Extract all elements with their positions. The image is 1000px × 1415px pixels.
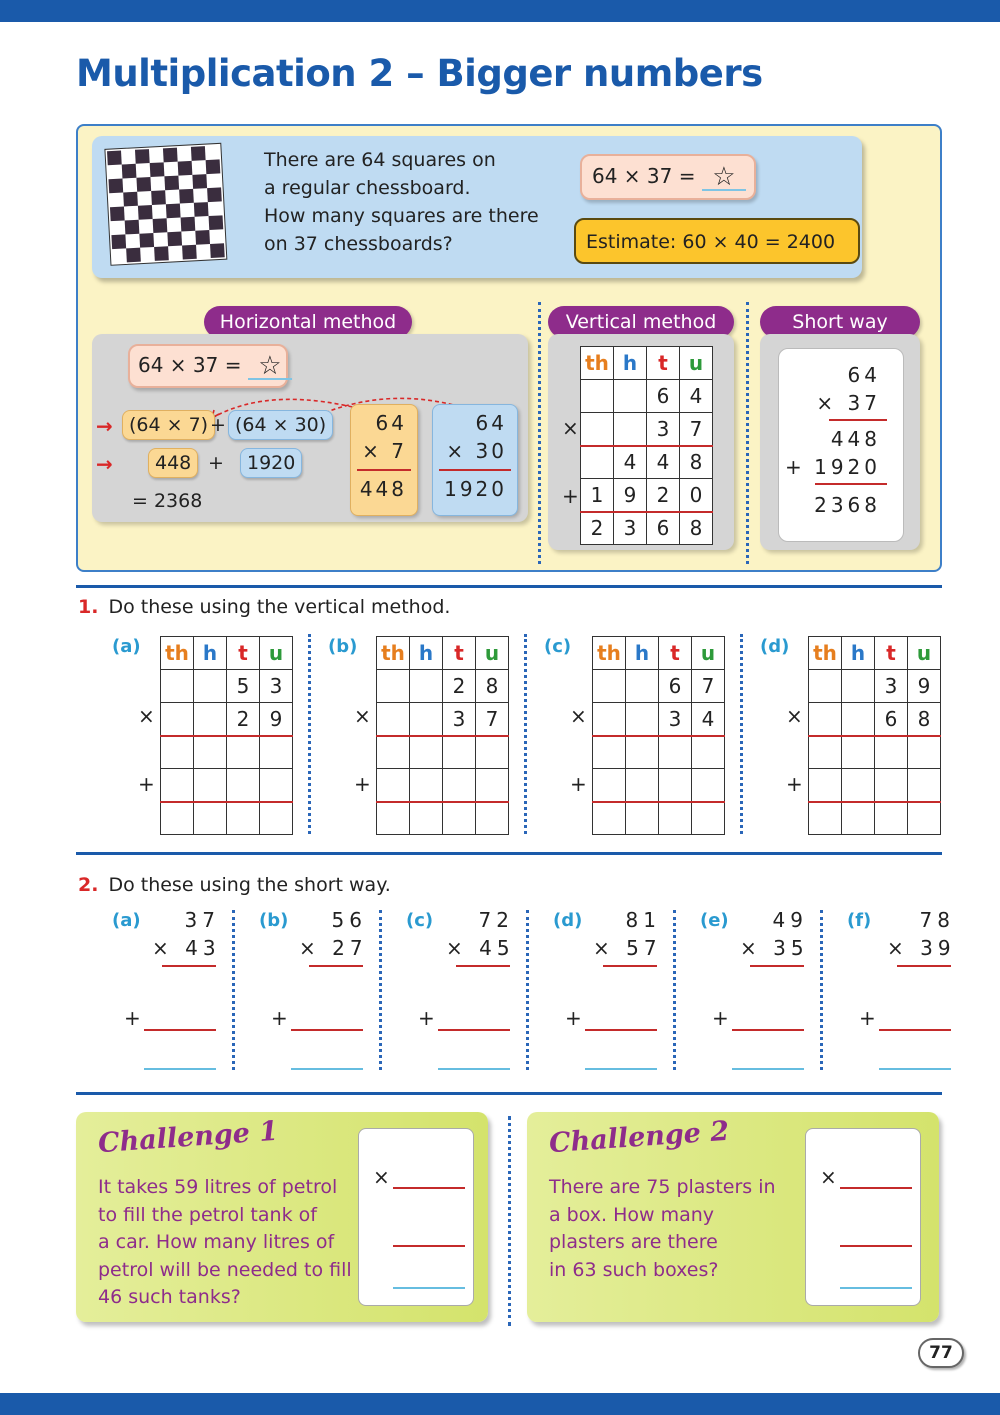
worked-example-panel: [76, 124, 942, 572]
item-label: (f): [847, 910, 872, 931]
horizontal-equation-pill: 64 × 37 = ☆: [128, 344, 288, 388]
answer-line[interactable]: [879, 1068, 951, 1070]
item-label: (a): [112, 636, 141, 657]
partial-result-pill: 1920: [240, 448, 302, 478]
partial-product-pill: (64 × 7): [122, 410, 215, 440]
vertical-answer-grid: th h t u 3 9 6 8: [808, 636, 941, 835]
vertical-answer-grid: th h t u 6 7 3 4: [592, 636, 725, 835]
divider: [308, 634, 311, 834]
challenge-1-answer-card[interactable]: ×: [358, 1128, 474, 1306]
arrow-icon: →: [96, 452, 113, 476]
answer-line[interactable]: [438, 1068, 510, 1070]
answer-line[interactable]: [732, 1029, 804, 1031]
item-label: (c): [544, 636, 572, 657]
answer-line[interactable]: [585, 1029, 657, 1031]
short-way-card: 64 × 37 448 + 1920 2368: [778, 348, 904, 542]
vertical-answer-grid: th h t u 2 8 3 7: [376, 636, 509, 835]
short-way-panel: [760, 334, 920, 550]
chessboard-image: [103, 141, 239, 273]
divider: [538, 302, 541, 564]
horizontal-method-panel: 64 × 37 = ☆ → (64 × 7) + (64 × 30) → 448 + 1920 = 2368 64 × 7 448 64 × 30 1920: [92, 334, 528, 522]
question-1-heading: 1. Do these using the vertical method.: [78, 596, 451, 618]
answer-line[interactable]: [438, 1029, 510, 1031]
item-label: (e): [700, 910, 729, 931]
vertical-method-grid: th h t u 6 4 3 7 4 4 8 1 9 2 0 2 3 6 8: [580, 346, 713, 545]
question-2-heading: 2. Do these using the short way.: [78, 874, 391, 896]
answer-line[interactable]: [732, 1068, 804, 1070]
vertical-answer-grid: th h t u 5 3 2 9: [160, 636, 293, 835]
answer-line[interactable]: [291, 1029, 363, 1031]
section-divider: [76, 852, 942, 855]
divider: [526, 910, 529, 1070]
challenge-2-text: There are 75 plasters in a box. How many plasters are there in 63 such boxes?: [549, 1176, 776, 1281]
challenge-1-panel: [76, 1112, 488, 1322]
item-label: (b): [259, 910, 289, 931]
answer-line[interactable]: [144, 1068, 216, 1070]
vertical-method-panel: × + th h t u 6 4 3 7 4 4 8 1 9 2 0 2 3 6 8: [548, 334, 734, 550]
divider: [508, 1116, 511, 1326]
divider: [673, 910, 676, 1070]
answer-line[interactable]: [879, 1029, 951, 1031]
divider: [232, 910, 235, 1070]
horizontal-total: = 2368: [132, 490, 203, 512]
top-banner: [0, 0, 1000, 22]
answer-line[interactable]: [144, 1029, 216, 1031]
equation-pill: 64 × 37 = ☆: [580, 154, 756, 200]
challenge-2-panel: [527, 1112, 939, 1322]
star-icon: ☆: [702, 165, 746, 191]
divider: [746, 302, 749, 564]
question-text: There are 64 squares on a regular chessboard. How many squares are there on 37 chessboards?: [264, 149, 539, 255]
partial-result-pill: 448: [148, 448, 198, 478]
arrow-icon: →: [96, 414, 113, 438]
divider: [524, 634, 527, 834]
partial-calc-box: 64 × 30 1920: [432, 404, 518, 516]
divider: [820, 910, 823, 1070]
answer-line[interactable]: [585, 1068, 657, 1070]
item-label: (d): [553, 910, 583, 931]
partial-product-pill: (64 × 30): [228, 410, 333, 440]
star-icon: ☆: [248, 354, 292, 380]
item-label: (a): [112, 910, 141, 931]
challenge-1-text: It takes 59 litres of petrol to fill the petrol tank of a car. How many litres of petrol will be needed to fill 46 such tanks?: [98, 1176, 352, 1308]
challenge-2-answer-card[interactable]: ×: [805, 1128, 921, 1306]
partial-calc-box: 64 × 7 448: [350, 404, 418, 516]
estimate-pill: Estimate: 60 × 40 = 2400: [574, 218, 860, 264]
section-divider: [76, 1092, 942, 1095]
item-label: (d): [760, 636, 790, 657]
divider: [379, 910, 382, 1070]
challenge-2-title: Challenge 2: [548, 1115, 731, 1160]
challenge-1-title: Challenge 1: [97, 1115, 280, 1160]
vertical-method-heading: Vertical method: [548, 306, 734, 338]
item-label: (b): [328, 636, 358, 657]
bottom-banner: [0, 1393, 1000, 1415]
item-label: (c): [406, 910, 434, 931]
section-divider: [76, 585, 942, 588]
horizontal-method-heading: Horizontal method: [204, 306, 412, 338]
page-title: Multiplication 2 – Bigger numbers: [76, 52, 763, 95]
question-panel: [92, 136, 862, 278]
divider: [740, 634, 743, 834]
short-way-heading: Short way: [760, 306, 920, 338]
page-number: 77: [918, 1338, 964, 1368]
answer-line[interactable]: [291, 1068, 363, 1070]
